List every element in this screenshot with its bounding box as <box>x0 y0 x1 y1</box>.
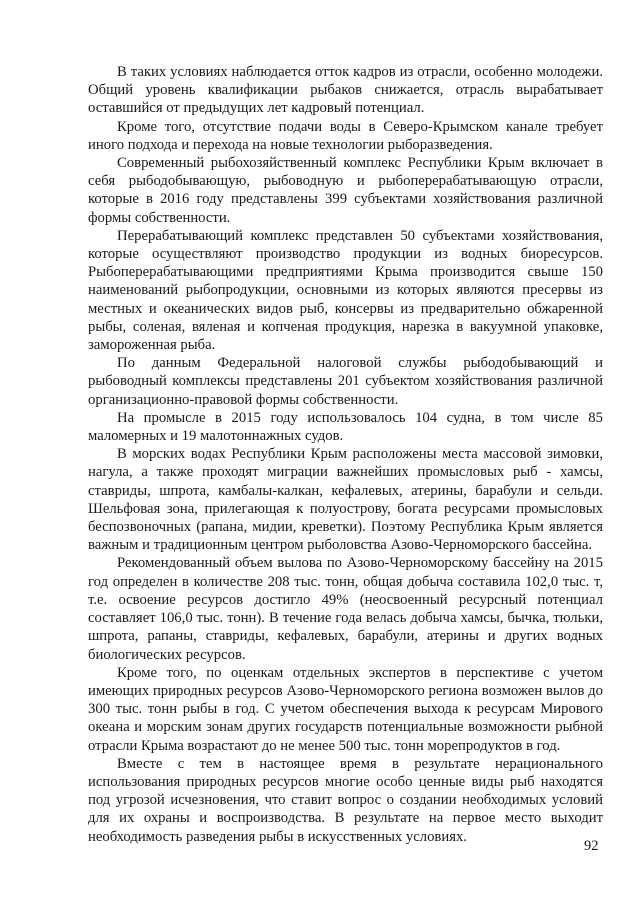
paragraph-conservation: Вместе с тем в настоящее время в результате нерационального использования природных ресурсов многие особо ценные виды рыб находятся под угрозой исчезновения, что ставит вопрос о создании необходимых условий для их охраны и воспроизводства. В результате на первое место выходит необходимость разведения рыбы в искусственных условиях. <box>88 755 603 845</box>
page-number: 92 <box>584 838 599 854</box>
paragraph-expert-estimates: Кроме того, по оценкам отдельных экспертов в перспективе с учетом имеющих природных ресурсов Азово-Черноморского региона возможен вылов до 300 тыс. тонн рыбы в год. С учетом обеспечения выхода к ресурсам Мирового океана и морским зонам других государств потенциальные возможности рыбной отрасли Крыма возрастают до не менее 500 тыс. тонн морепродуктов в год. <box>88 664 603 754</box>
paragraph-fishery-complex: Современный рыбохозяйственный комплекс Республики Крым включает в себя рыбодобывающую, рыбоводную и рыбоперерабатывающую отрасли, которые в 2016 году представлены 399 субъектами хозяйствования различной формы собственности. <box>88 155 603 226</box>
body-text <box>88 63 603 846</box>
paragraph-catch-volume: Рекомендованный объем вылова по Азово-Черноморскому бассейну на 2015 год определен в количестве 208 тыс. тонн, общая добыча составила 102,0 тыс. т, т.е. освоение ресурсов достигло 49% (неосвоенный ресурсный потенциал составляет 106,0 тыс. тонн). В течение года велась добыча хамсы, бычка, тюльки, шпрота, рапаны, ставриды, кефалевых, барабули, атерины и других водных биологических ресурсов. <box>88 555 603 663</box>
paragraph-canal: Кроме того, отсутствие подачи воды в Северо-Крымском канале требует иного подхода и перехода на новые технологии рыборазведения. <box>88 118 603 153</box>
paragraph-outflow: В таких условиях наблюдается отток кадров из отрасли, особенно молодежи. Общий уровень квалификации рыбаков снижается, отрасль вырабатывает оставшийся от предыдущих лет кадровый потенциал. <box>88 64 603 117</box>
paragraph-vessels: На промысле в 2015 году использовалось 104 судна, в том числе 85 маломерных и 19 малотоннажных судов. <box>88 409 603 445</box>
paragraph-processing-complex: Перерабатывающий комплекс представлен 50 субъектами хозяйствования, которые осуществляют производство продукции из водных биоресурсов. Рыбоперерабатывающими предприятиями Крыма производится свыше 150 наименований рыбопродукции, основными из которых являются пресервы из местных и океанических видов рыб, консервы из предварительно обжаренной рыбы, соленая, вяленая и копченая продукция, нарезка в вакуумной упаковке, замороженная рыба. <box>88 227 603 354</box>
paragraph-tax-service: По данным Федеральной налоговой службы рыбодобывающий и рыбоводный комплексы представлены 201 субъектом хозяйствования различной организационно-правовой формы собственности. <box>88 355 603 408</box>
paragraph-marine-waters: В морских водах Республики Крым расположены места массовой зимовки, нагула, а также проходят миграции важнейших промысловых рыб - хамсы, ставриды, шпрота, камбалы-калкан, кефалевых, атерины, барабули и сельди. Шельфовая зона, прилегающая к полуострову, богата ресурсами промысловых беспозвоночных (рапана, мидии, креветки). Поэтому Республика Крым является важным и традиционным центром рыболовства Азово-Черноморского бассейна. <box>88 446 603 554</box>
